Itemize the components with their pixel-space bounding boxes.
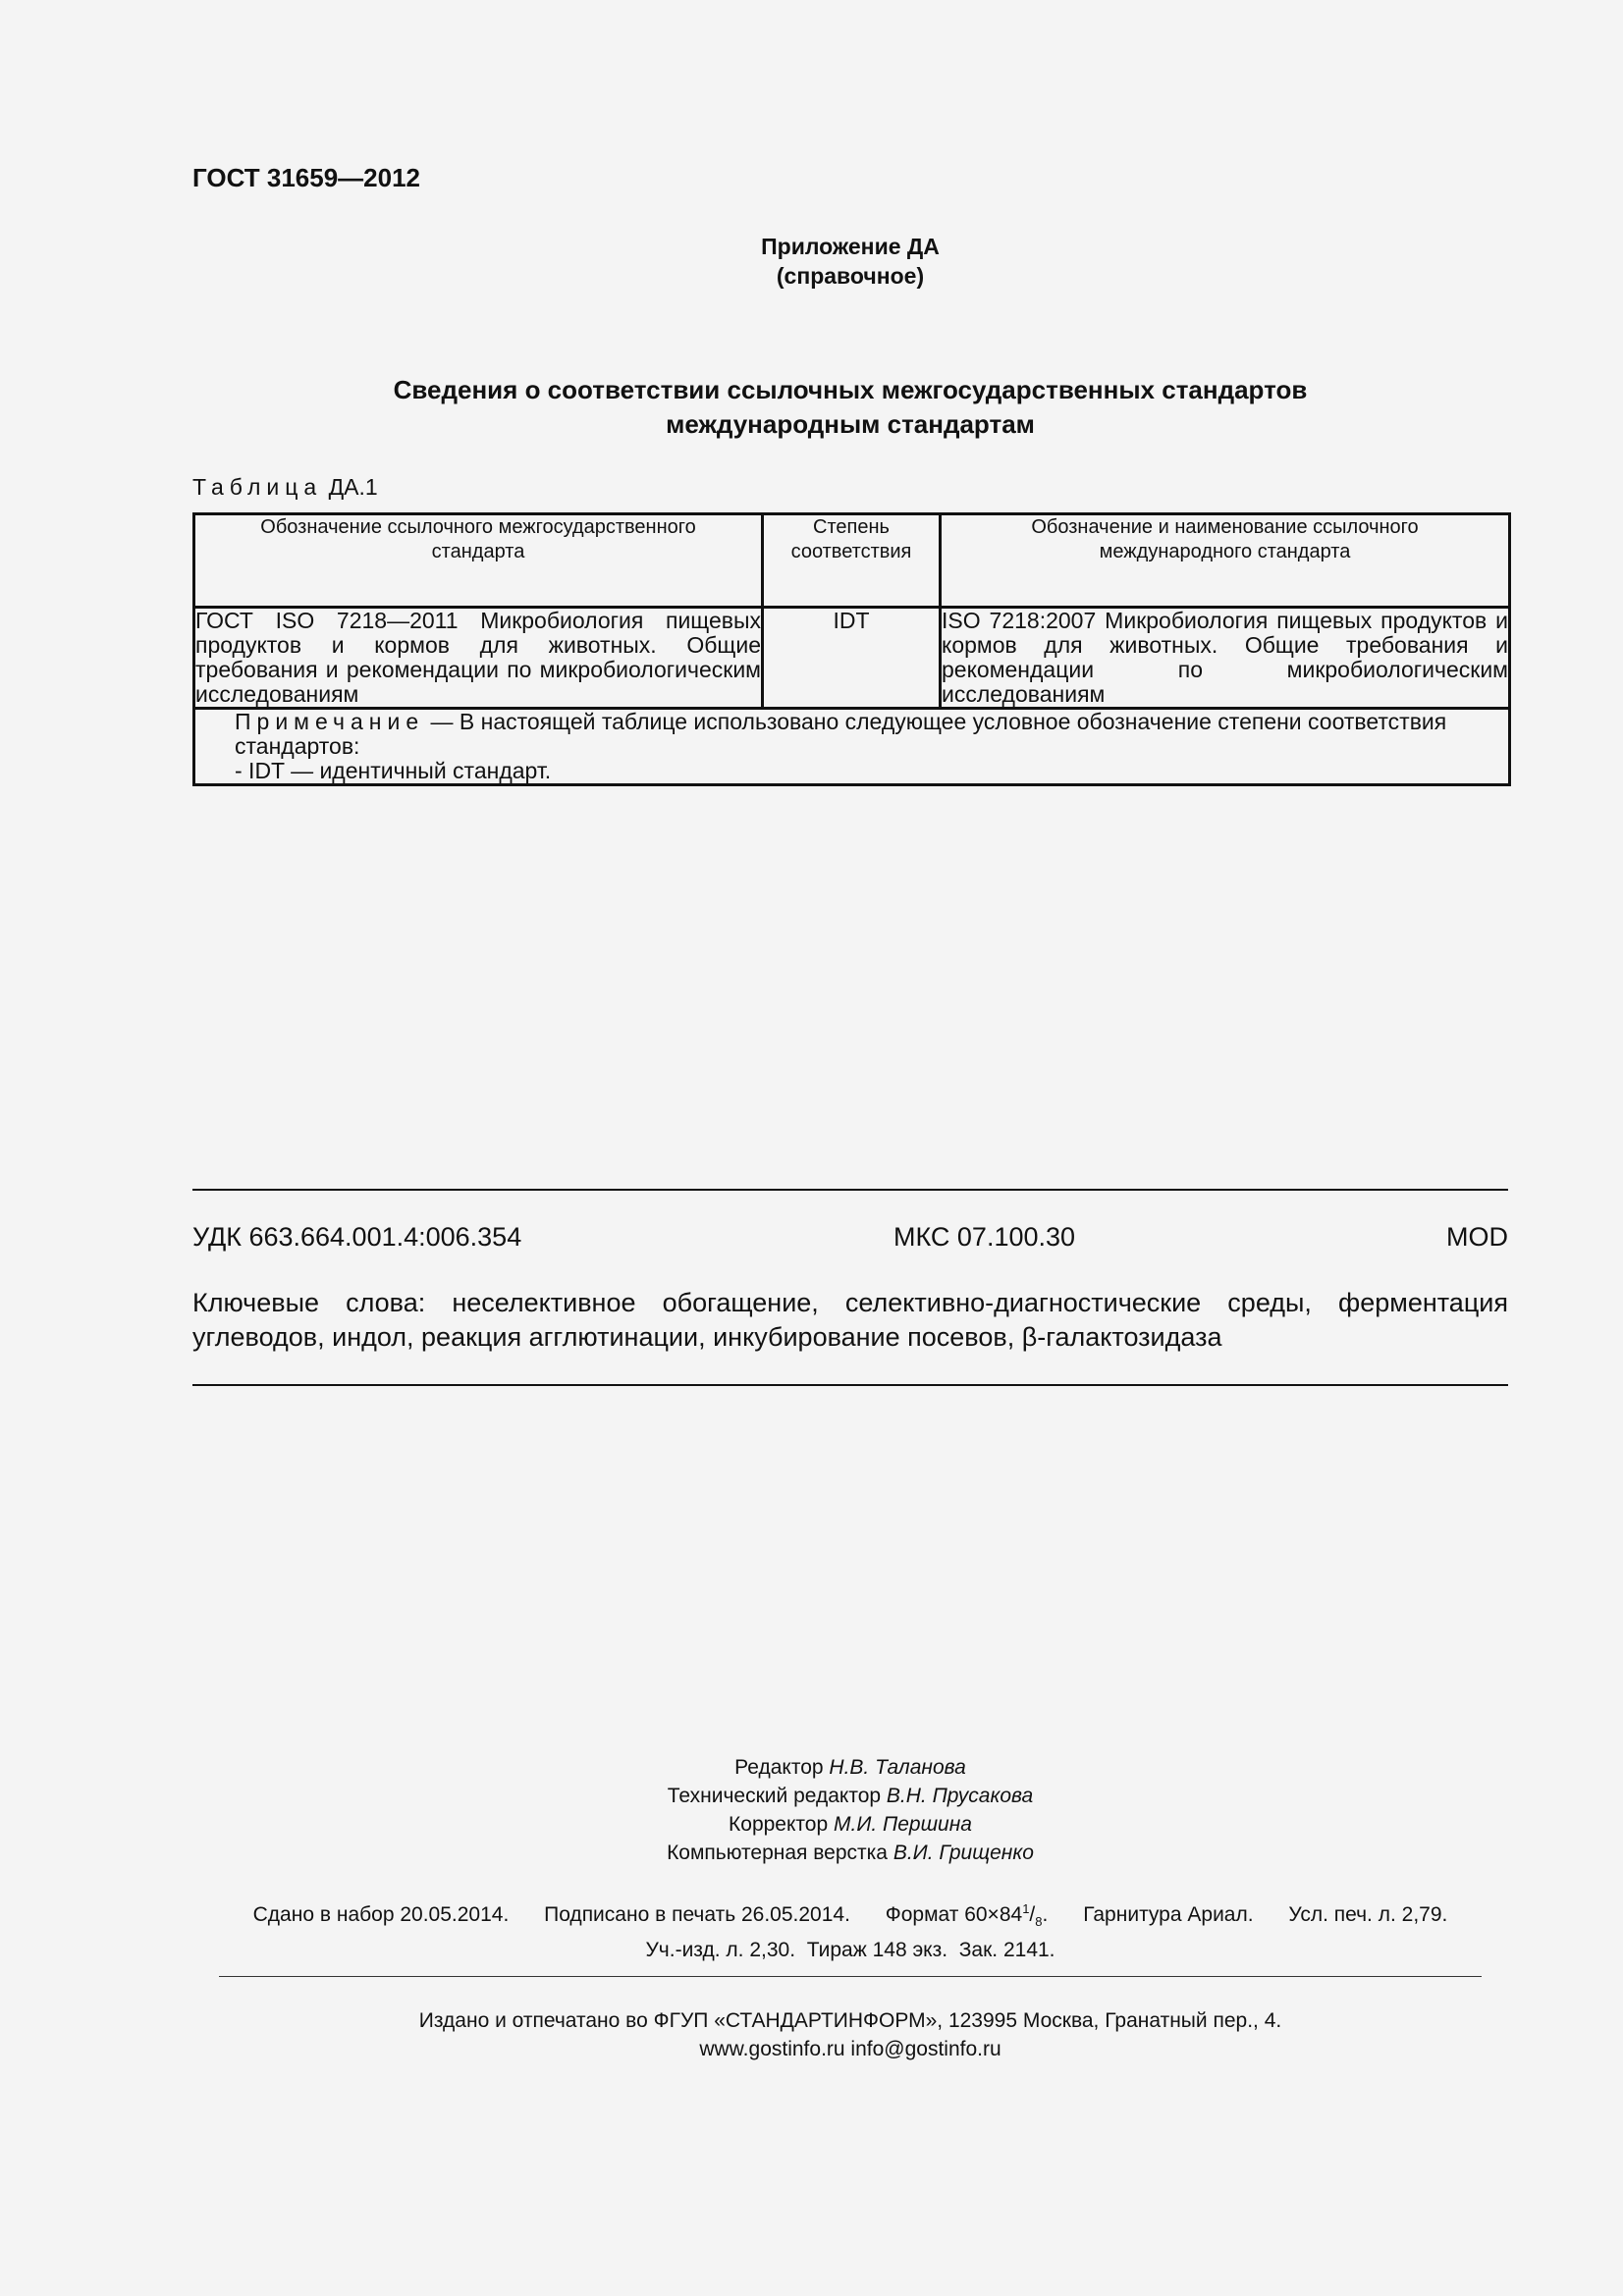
udk-code: УДК 663.664.001.4:006.354	[192, 1222, 522, 1252]
credit-layout: Компьютерная верстка В.И. Грищенко	[667, 1842, 1034, 1864]
note-label: Примечание	[235, 709, 425, 734]
header-degree: Степень соответствия	[763, 514, 941, 608]
document-code: ГОСТ 31659—2012	[192, 163, 420, 192]
correspondence-table	[192, 512, 1511, 786]
keywords: Ключевые слова: неселективное обогащение, селективно-диагностические среды, ферментация углеводов, индол, реакция агглютинации, инкубирование посевов, β-галактозидаза	[192, 1288, 1508, 1352]
publisher-site-link[interactable]: www.gostinfo.ru	[699, 2038, 845, 2060]
note-text: — В настоящей таблице использовано следующее условное обозначение степени соответствия стандартов:	[235, 709, 1447, 759]
section-title	[192, 373, 1508, 442]
header-iso: Обозначение и наименование ссылочного международного стандарта	[941, 514, 1510, 608]
section-title-line1: Сведения о соответствии ссылочных межгосударственных стандартов	[393, 375, 1308, 404]
publisher-line: Издано и отпечатано во ФГУП «СТАНДАРТИНФОРМ», 123995 Москва, Гранатный пер., 4.	[418, 2009, 1282, 2032]
table-note	[194, 709, 1510, 785]
table-caption-number: ДА.1	[328, 474, 378, 500]
table-caption	[192, 474, 378, 501]
divider-bottom	[192, 1384, 1508, 1386]
divider-top	[192, 1189, 1508, 1191]
publisher-email-link[interactable]: info@gostinfo.ru	[850, 2038, 1001, 2060]
table-note-row	[194, 709, 1510, 785]
table-header-row	[194, 514, 1510, 608]
imprint	[192, 1895, 1508, 1964]
credit-proofreader: Корректор М.И. Першина	[729, 1813, 972, 1836]
imprint-divider	[219, 1976, 1482, 1977]
cell-iso: ISO 7218:2007 Микробиология пищевых продуктов и кормов для животных. Общие требования и рекомендации по микробиологическим исследованиям	[942, 608, 1508, 707]
table-caption-word: Таблица	[192, 474, 323, 500]
header-gost: Обозначение ссылочного межгосударственного стандарта	[194, 514, 763, 608]
note-item: - IDT — идентичный стандарт.	[235, 758, 552, 783]
section-title-line2: международным стандартам	[666, 409, 1035, 439]
table-row	[194, 608, 1510, 709]
credit-editor: Редактор Н.В. Таланова	[734, 1756, 966, 1779]
mks-code: МКС 07.100.30	[893, 1222, 1076, 1252]
annex-type: (справочное)	[776, 263, 925, 289]
cell-gost: ГОСТ ISO 7218—2011 Микробиология пищевых продуктов и кормов для животных. Общие требования и рекомендации по микробиологическим исследованиям	[195, 608, 761, 707]
imprint-line2: Уч.-изд. л. 2,30. Тираж 148 экз. Зак. 2141.	[645, 1939, 1055, 1962]
credits	[192, 1753, 1508, 1867]
annex-heading	[192, 232, 1508, 291]
publisher	[192, 2006, 1508, 2063]
annex-title: Приложение ДА	[761, 234, 940, 259]
imprint-line1: Сдано в набор 20.05.2014. Подписано в печать 26.05.2014. Формат $60\times 84^1/_8$. Гарнитура Ариал. Усл. печ. л. 2,79.	[252, 1901, 1448, 1930]
cell-degree: IDT	[763, 608, 941, 709]
credit-tech-editor: Технический редактор В.Н. Прусакова	[667, 1785, 1034, 1807]
mod-label: MOD	[1446, 1222, 1508, 1252]
